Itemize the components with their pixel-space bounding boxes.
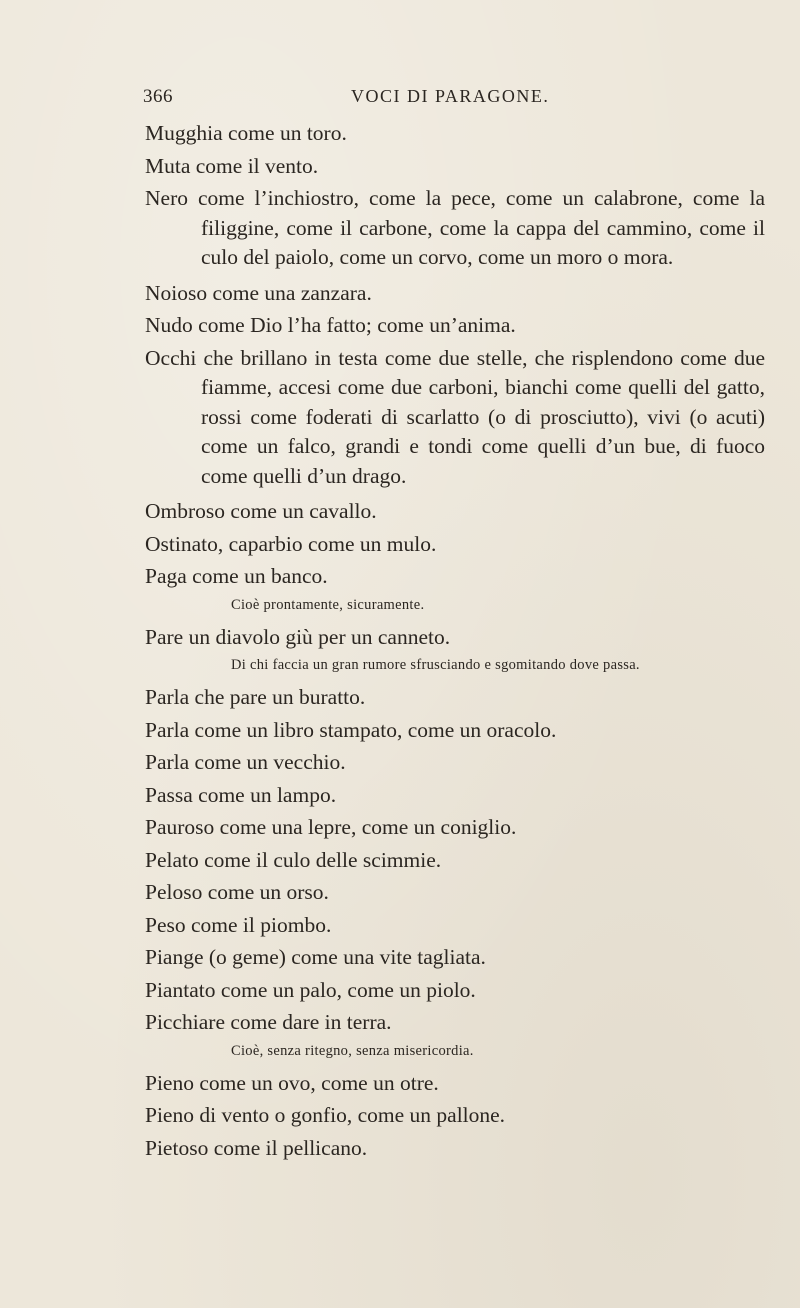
entry: Occhi che brillano in testa come due stelle, che risplendono come due fiamme, accesi come due carboni, bianchi come quelli del gatto, rossi come foderati di scarlatto (o di prosciutto), vivi (o acuti) come un falco, grandi e tondi come quelli d’un bue, di fuoco come quelli d’un drago. bbox=[145, 345, 765, 488]
entry: Noioso come una zanzara. bbox=[145, 280, 372, 305]
entry: Pietoso come il pellicano. bbox=[145, 1135, 368, 1160]
entry: Parla che pare un buratto. bbox=[145, 685, 366, 709]
entry: Pieno come un ovo, come un otre. bbox=[145, 1070, 439, 1095]
entry: Parla come un vecchio. bbox=[145, 750, 346, 774]
page-number: 366 bbox=[143, 86, 173, 107]
entry-note: Cioè, senza ritegno, senza misericordia. bbox=[231, 1042, 474, 1059]
entry: Nero come l’inchiostro, come la pece, come un calabrone, come la filiggine, come il carbone, come la cappa del cammino, come il culo del paiolo, come un corvo, come un moro o mora. bbox=[145, 186, 765, 269]
running-title: VOCI DI PARAGONE. bbox=[351, 86, 550, 106]
entry: Ombroso come un cavallo. bbox=[145, 499, 377, 523]
entry: Muta come il vento. bbox=[145, 153, 319, 178]
entry-list bbox=[145, 119, 765, 1166]
entry: Ostinato, caparbio come un mulo. bbox=[145, 531, 437, 556]
entry: Piange (o geme) come una vite tagliata. bbox=[145, 945, 486, 969]
entry: Passa come un lampo. bbox=[145, 782, 337, 807]
entry: Pieno di vento o gonfio, come un pallone. bbox=[145, 1103, 506, 1127]
running-head bbox=[143, 86, 743, 116]
entry: Peloso come un orso. bbox=[145, 880, 329, 904]
entry: Picchiare come dare in terra. bbox=[145, 1010, 392, 1034]
entry: Nudo come Dio l’ha fatto; come un’anima. bbox=[145, 313, 516, 337]
entry: Piantato come un palo, come un piolo. bbox=[145, 977, 476, 1002]
entry: Paga come un banco. bbox=[145, 564, 328, 588]
entry-note: Cioè prontamente, sicuramente. bbox=[231, 596, 425, 613]
entry: Pare un diavolo giù per un canneto. bbox=[145, 624, 451, 649]
entry-note: Di chi faccia un gran rumore sfrusciando e sgomitando dove passa. bbox=[231, 657, 640, 673]
entry: Parla come un libro stampato, come un oracolo. bbox=[145, 717, 557, 742]
entry: Peso come il piombo. bbox=[145, 912, 332, 937]
entry: Mugghia come un toro. bbox=[145, 121, 347, 145]
entry: Pelato come il culo delle scimmie. bbox=[145, 847, 442, 872]
entry: Pauroso come una lepre, come un coniglio. bbox=[145, 815, 517, 839]
